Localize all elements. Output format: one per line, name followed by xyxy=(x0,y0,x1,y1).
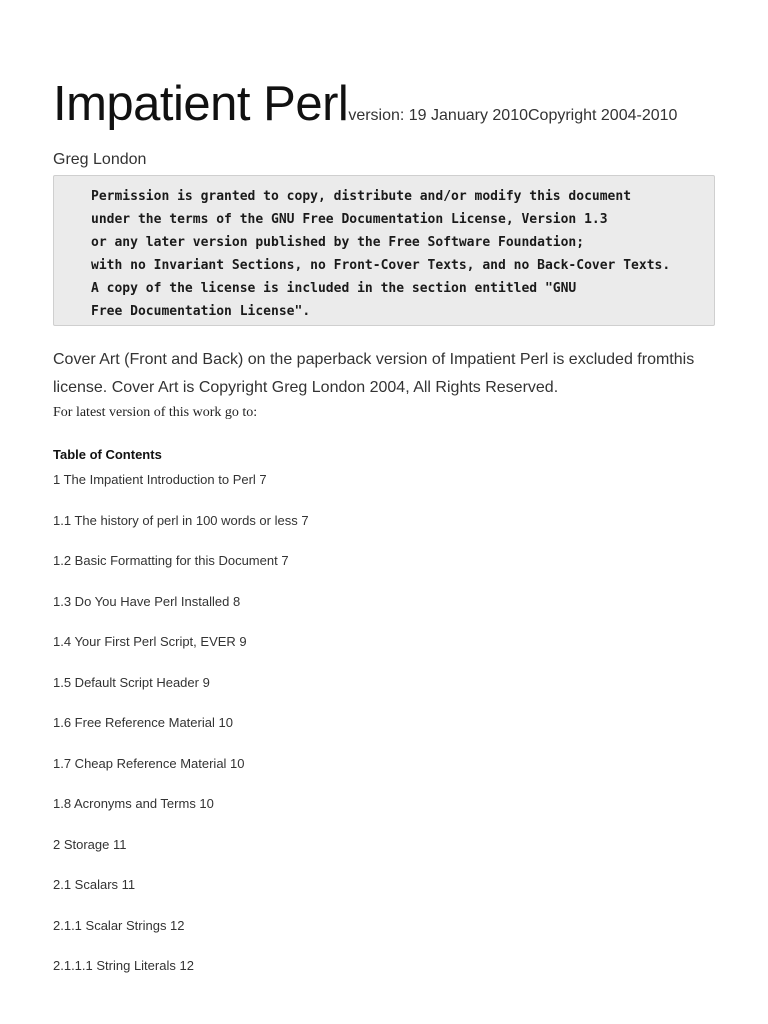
toc-item[interactable]: 1.5 Default Script Header 9 xyxy=(53,674,210,690)
license-line: with no Invariant Sections, no Front-Cover Texts, and no Back-Cover Texts. xyxy=(91,258,671,273)
license-line: or any later version published by the Free Software Foundation; xyxy=(91,235,585,250)
toc-heading: Table of Contents xyxy=(53,447,162,462)
toc-item[interactable]: 2.1.1 Scalar Strings 12 xyxy=(53,917,185,933)
license-line: under the terms of the GNU Free Documentation License, Version 1.3 xyxy=(91,212,608,227)
toc-item[interactable]: 1.4 Your First Perl Script, EVER 9 xyxy=(53,634,247,649)
toc-item[interactable]: 1.3 Do You Have Perl Installed 8 xyxy=(53,593,241,609)
title-line xyxy=(53,76,677,132)
toc-item[interactable]: 2.1.1.1 String Literals 12 xyxy=(53,958,194,973)
toc-item[interactable]: 2.1 Scalars 11 xyxy=(53,877,136,892)
table-of-contents xyxy=(53,471,309,998)
latest-version-note: For latest version of this work go to: xyxy=(53,405,258,420)
license-line: Free Documentation License". xyxy=(91,304,311,319)
document-version-copyright: version: 19 January 2010Copyright 2004-2010 xyxy=(348,107,678,124)
license-line: A copy of the license is included in the section entitled "GNU xyxy=(91,281,577,296)
toc-item[interactable]: 1.8 Acronyms and Terms 10 xyxy=(53,796,214,811)
toc-item[interactable]: 1.2 Basic Formatting for this Document 7 xyxy=(53,553,289,568)
toc-item[interactable]: 2 Storage 11 xyxy=(53,836,127,852)
document-author: Greg London xyxy=(53,151,147,168)
license-notice-text xyxy=(91,185,670,323)
document-title: Impatient Perl xyxy=(53,77,349,131)
license-line: Permission is granted to copy, distribute and/or modify this document xyxy=(91,189,632,204)
cover-art-notice: Cover Art (Front and Back) on the paperback version of Impatient Perl is excluded fromthis license. Cover Art is Copyright Greg London 2004, All Rights Reserved. xyxy=(53,351,695,396)
toc-item[interactable]: 1.1 The history of perl in 100 words or less 7 xyxy=(53,512,309,528)
toc-item[interactable]: 1.6 Free Reference Material 10 xyxy=(53,715,233,730)
license-notice-box xyxy=(53,175,715,326)
toc-item[interactable]: 1.7 Cheap Reference Material 10 xyxy=(53,755,245,771)
toc-item[interactable]: 1 The Impatient Introduction to Perl 7 xyxy=(53,472,267,487)
